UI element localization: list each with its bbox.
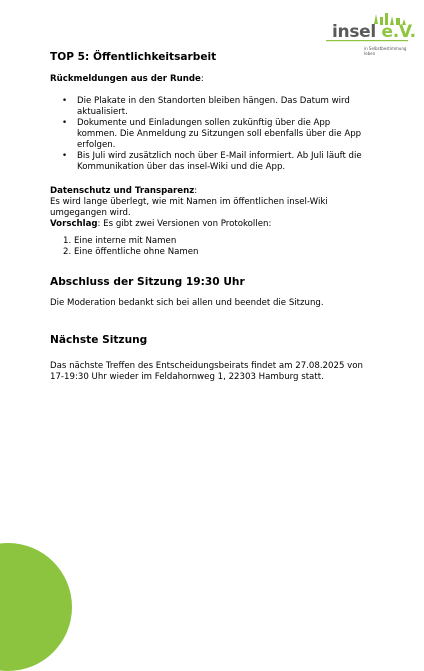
list-item: • Bis Juli wird zusätzlich noch über E-Mail informiert. Ab Juli läuft die Kommunikation über das insel-Wiki und die App. [62, 151, 362, 172]
logo-tagline-line2: leben [364, 51, 376, 56]
closing-heading: Abschluss der Sitzung 19:30 Uhr [50, 276, 245, 288]
list-item: • Dokumente und Einladungen sollen zukünftig über die App kommen. Die Anmeldung zu Sitzungen soll ebenfalls über die App erfolgen. [62, 118, 362, 150]
closing-paragraph: Die Moderation bedankt sich bei allen und beendet die Sitzung. [50, 298, 324, 308]
bullet-icon: • [62, 151, 68, 161]
bullet-icon: • [62, 118, 68, 128]
logo-wordmark: insel e.V. [332, 22, 416, 42]
list-item: 1. Eine interne mit Namen [63, 236, 177, 246]
logo-tagline-line1: in Selbstbestimmung [364, 46, 407, 51]
list-item: • Die Plakate in den Standorten bleiben hängen. Das Datum wird aktualisiert. [62, 96, 350, 117]
insel-logo [318, 10, 416, 66]
next-meeting-heading: Nächste Sitzung [50, 334, 148, 346]
top5-heading: TOP 5: Öffentlichkeitsarbeit [50, 51, 217, 63]
list-item: 2. Eine öffentliche ohne Namen [63, 247, 199, 257]
feedback-subheading: Rückmeldungen aus der Runde: [50, 74, 204, 84]
bullet-icon: • [62, 96, 68, 106]
protocol-list [50, 236, 199, 258]
feedback-list [50, 96, 372, 173]
decorative-circle [0, 543, 72, 671]
privacy-paragraph: Datenschutz und Transparenz: Es wird lange überlegt, wie mit Namen im öffentlichen insel-Wiki umgegangen wird. Vorschlag: Es gibt zwei Versionen von Protokollen: [50, 186, 328, 229]
next-meeting-paragraph: Das nächste Treffen des Entscheidungsbeirats findet am 27.08.2025 von 17-19:30 Uhr wieder im Feldahornweg 1, 22303 Hamburg statt. [50, 361, 363, 382]
